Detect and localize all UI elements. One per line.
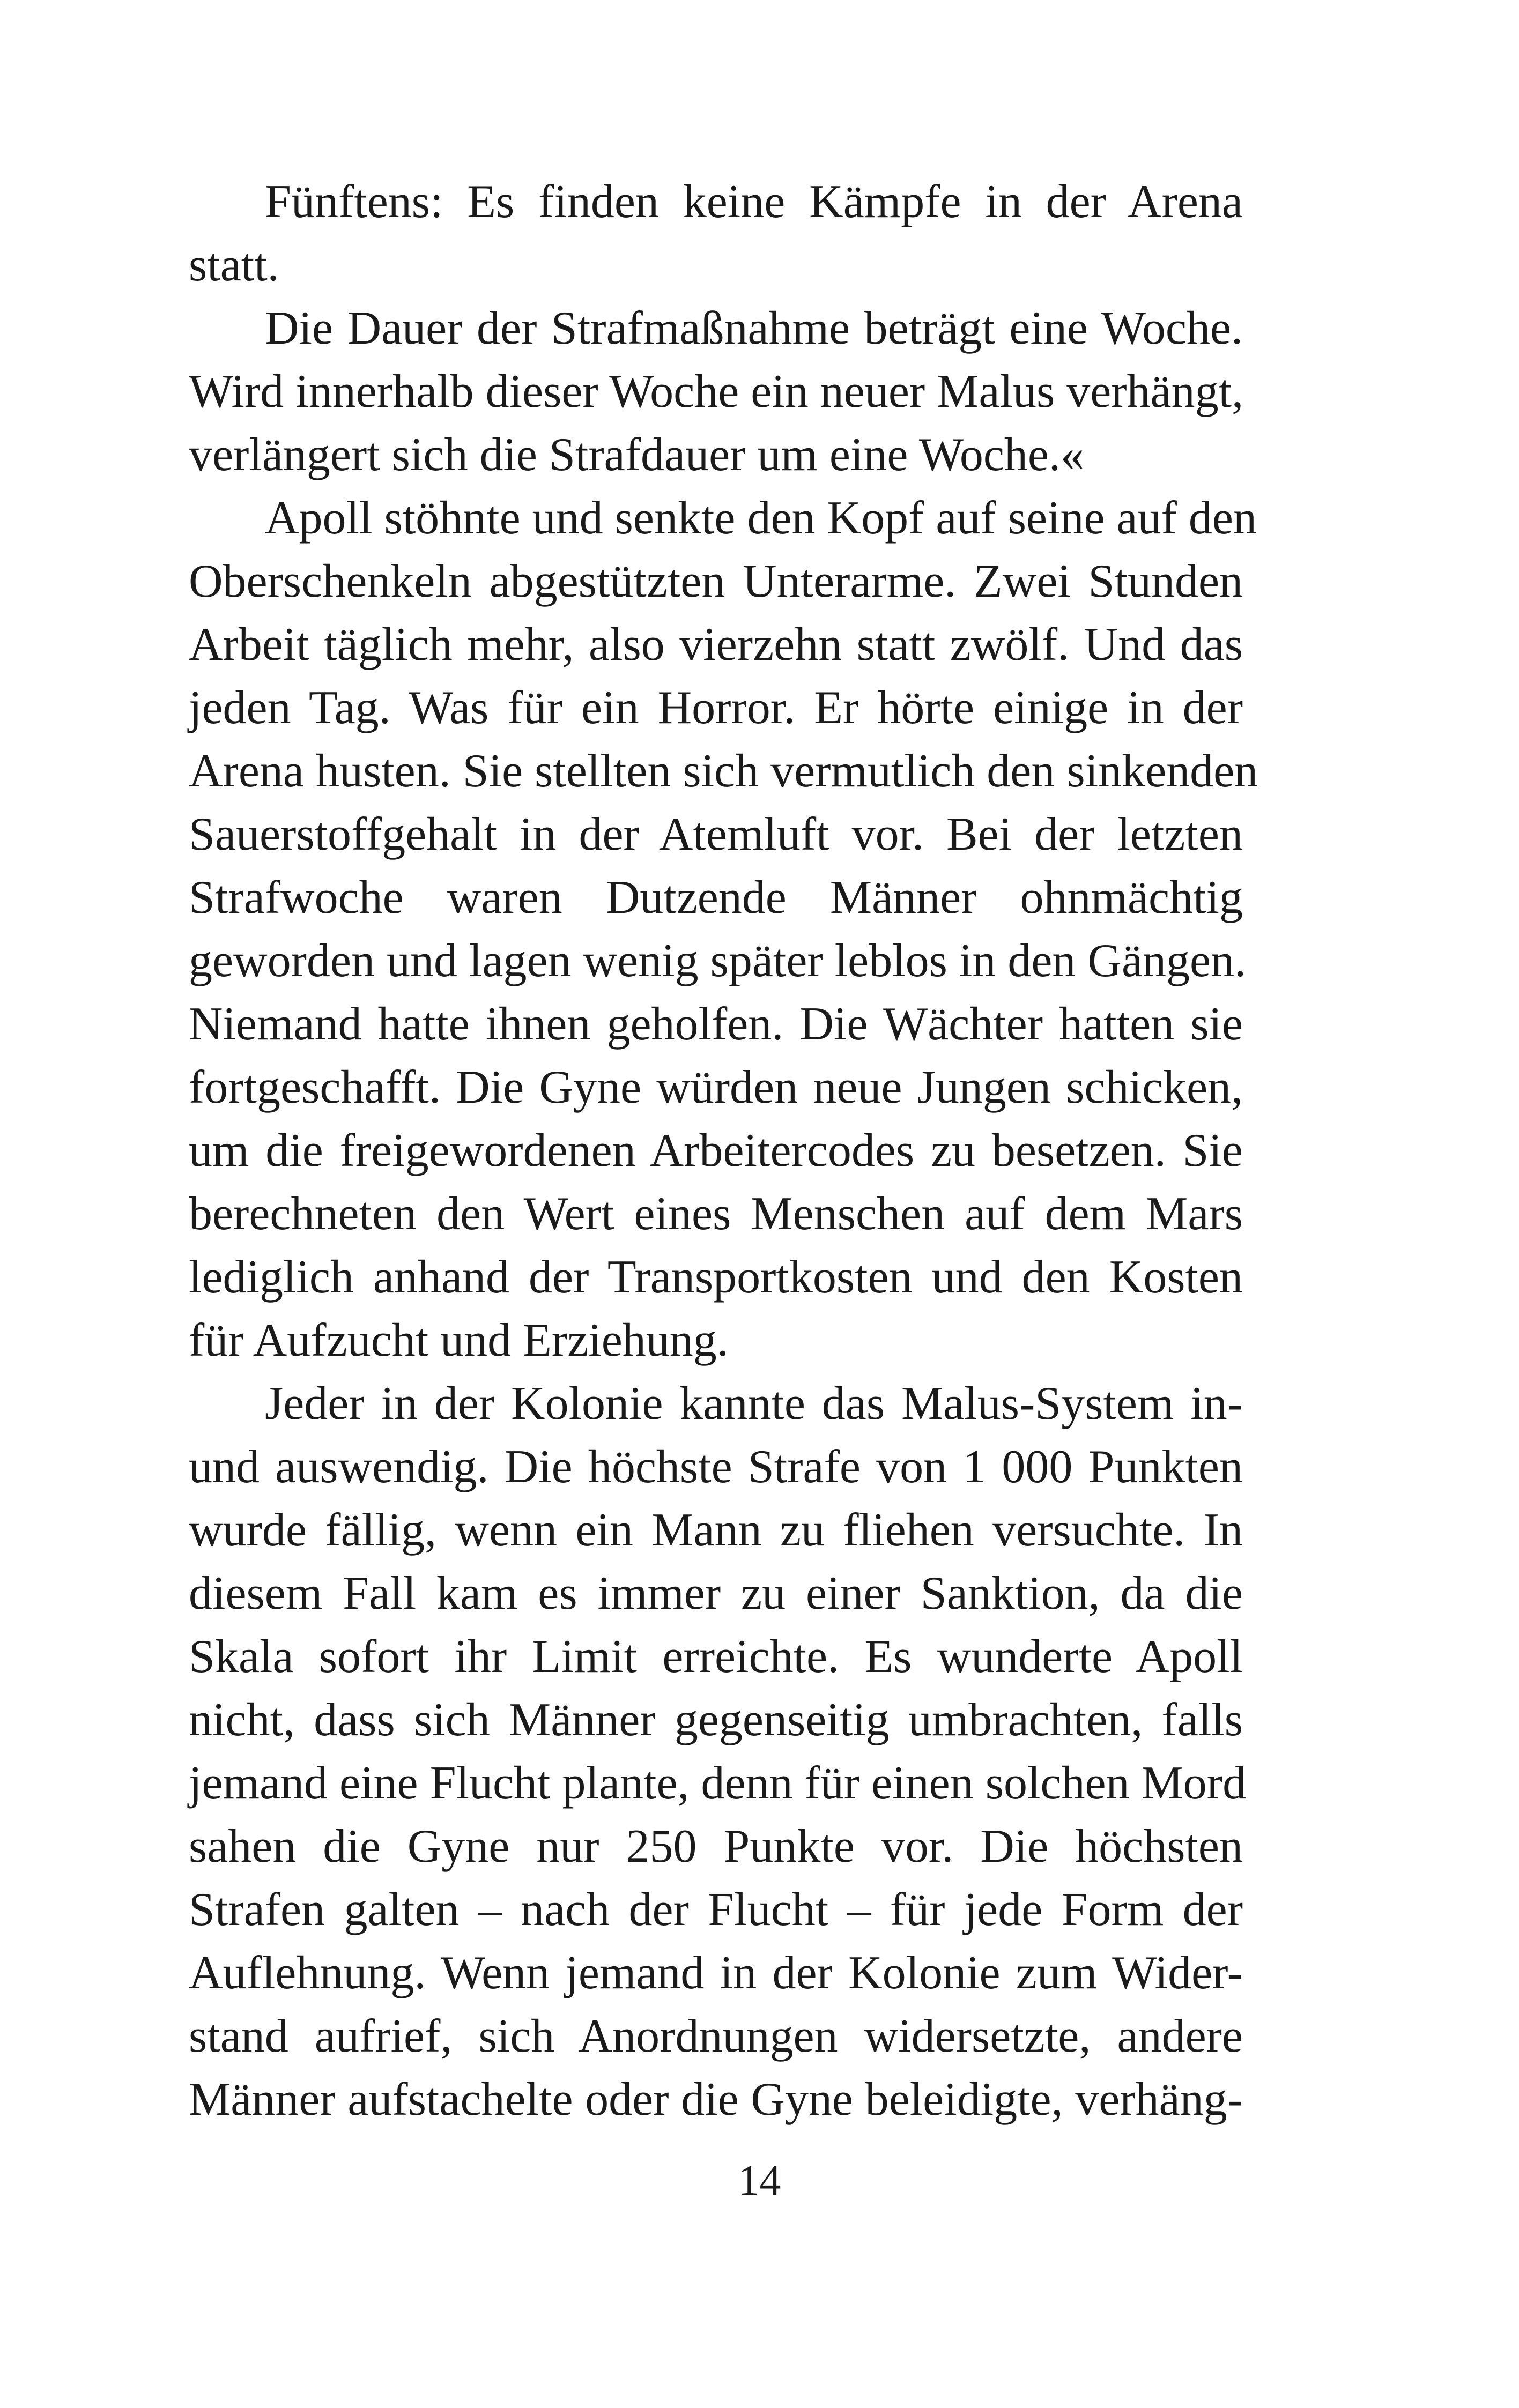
text-line: wurde fällig, wenn ein Mann zu fliehen versuchte. In: [189, 1504, 1243, 1556]
text-line: berechneten den Wert eines Menschen auf dem Mars: [189, 1188, 1243, 1240]
text-line: Die Dauer der Strafmaßnahme beträgt eine Woche.: [265, 302, 1243, 354]
text-line: jemand eine Flucht plante, denn für einen solchen Mord: [189, 1757, 1247, 1809]
page-number: 14: [738, 2157, 781, 2204]
text-line: Arena husten. Sie stellten sich vermutlich den sinkenden: [189, 745, 1258, 797]
text-line: um die freigewordenen Arbeitercodes zu besetzen. Sie: [189, 1125, 1243, 1177]
text-line: Wird innerhalb dieser Woche ein neuer Malus verhängt,: [189, 366, 1244, 418]
paragraph: [189, 297, 1243, 487]
text-line: für Aufzucht und Erziehung.: [189, 1314, 729, 1366]
paragraph: [189, 170, 1243, 297]
text-line: Oberschenkeln abgestützten Unterarme. Zwei Stunden: [189, 555, 1243, 607]
text-line: geworden und lagen wenig später leblos in den Gängen.: [189, 935, 1247, 987]
text-line: statt.: [189, 239, 279, 291]
text-line: und auswendig. Die höchste Strafe von 1 000 Punkten: [189, 1441, 1243, 1493]
text-line: Fünftens: Es finden keine Kämpfe in der Arena: [265, 176, 1243, 228]
text-line: diesem Fall kam es immer zu einer Sanktion, da die: [189, 1567, 1243, 1619]
paragraph: [189, 1372, 1247, 2131]
text-line: Skala sofort ihr Limit erreichte. Es wunderte Apoll: [189, 1631, 1243, 1683]
text-line: jeden Tag. Was für ein Horror. Er hörte einige in der: [189, 682, 1243, 734]
text-line: Strafwoche waren Dutzende Männer ohnmächtig: [189, 872, 1243, 924]
text-line: fortgeschafft. Die Gyne würden neue Jungen schicken,: [189, 1061, 1243, 1113]
text-line: verlängert sich die Strafdauer um eine Woche.«: [189, 429, 1084, 481]
body-text: [189, 170, 1258, 2131]
text-line: stand aufrief, sich Anordnungen widersetzte, andere: [189, 2010, 1243, 2062]
text-line: Apoll stöhnte und senkte den Kopf auf seine auf den: [265, 492, 1257, 544]
text-line: Auflehnung. Wenn jemand in der Kolonie zum Wider-: [189, 1947, 1243, 1999]
text-line: Niemand hatte ihnen geholfen. Die Wächter hatten sie: [189, 998, 1243, 1050]
text-line: Jeder in der Kolonie kannte das Malus-System in-: [265, 1378, 1243, 1430]
text-line: Strafen galten – nach der Flucht – für jede Form der: [189, 1884, 1243, 1936]
text-line: Arbeit täglich mehr, also vierzehn statt zwölf. Und das: [189, 619, 1243, 671]
text-line: nicht, dass sich Männer gegenseitig umbrachten, falls: [189, 1694, 1243, 1746]
text-line: sahen die Gyne nur 250 Punkte vor. Die höchsten: [189, 1820, 1243, 1872]
text-line: Männer aufstachelte oder die Gyne beleidigte, verhäng-: [189, 2073, 1243, 2125]
text-line: Sauerstoffgehalt in der Atemluft vor. Bei der letzten: [189, 808, 1243, 860]
paragraph: [189, 487, 1258, 1372]
text-line: lediglich anhand der Transportkosten und den Kosten: [189, 1251, 1243, 1303]
